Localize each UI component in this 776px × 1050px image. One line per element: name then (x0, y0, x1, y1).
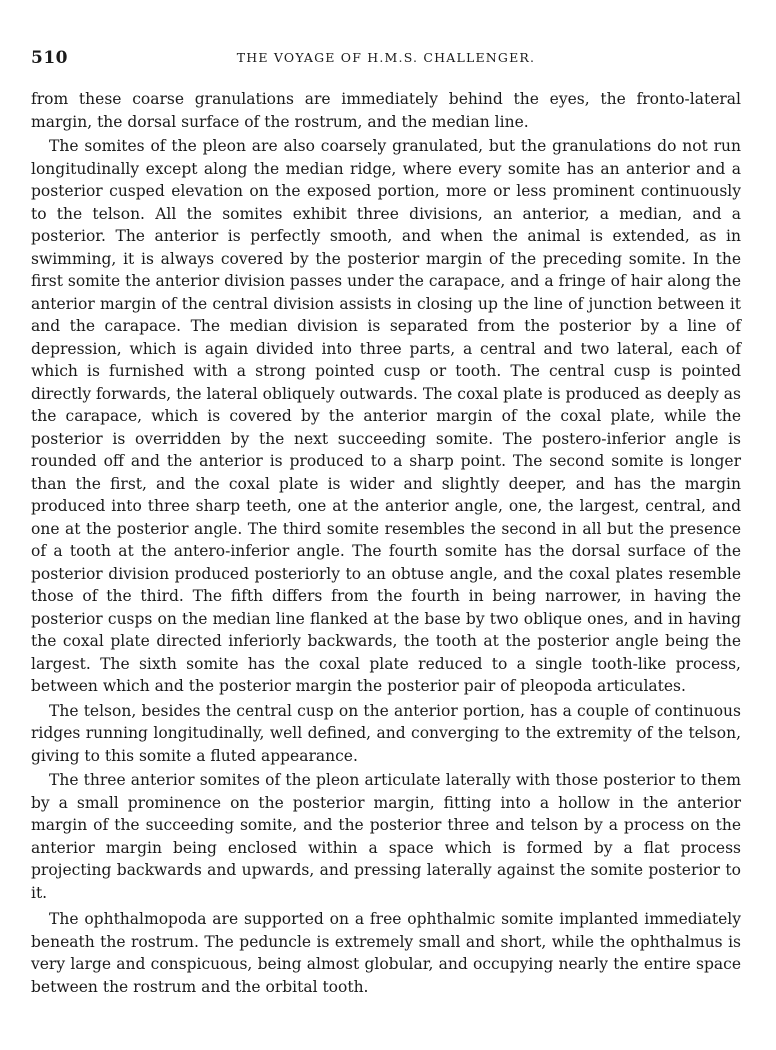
paragraph-telson: The telson, besides the central cusp on the anterior portion, has a couple of continuous ridges running longitudinally, well defined, and converging to the extremity of the telson, giving to this somite a fluted appearance. (31, 701, 741, 765)
page-number: 510 (31, 48, 68, 68)
paragraph-ophthalmopoda: The ophthalmopoda are supported on a free ophthalmic somite implanted immediately beneath the rostrum. The peduncle is extremely small and short, while the ophthalmus is very large and conspicuous, being almost globular, and occupying nearly the entire space between the rostrum and the orbital tooth. (31, 910, 741, 996)
running-head: THE VOYAGE OF H.M.S. CHALLENGER. (236, 50, 536, 65)
paragraph-articulation: The three anterior somites of the pleon articulate laterally with those posterior to them by a small prominence on the posterior margin, fitting into a hollow in the anterior margin of the succeeding somite, and the posterior three and telson by a process on the anterior margin being enclosed within a space which is formed by a flat process projecting backwards and upwards, and pressing laterally against the somite posterior to it. (31, 771, 741, 902)
page-header (31, 48, 741, 72)
paragraph-continuation: from these coarse granulations are immediately behind the eyes, the fronto-lateral margin, the dorsal surface of the rostrum, and the median line. (31, 90, 741, 131)
paragraph-pleon-somites: The somites of the pleon are also coarsely granulated, but the granulations do not run longitudinally except along the median ridge, where every somite has an anterior and a posterior cusped elevation on the exposed portion, more or less prominent continuously to the telson. All the somites exhibit three divisions, an anterior, a median, and a posterior. The anterior is perfectly smooth, and when the animal is extended, as in swimming, it is always covered by the posterior margin of the preceding somite. In the first somite the anterior division passes under the carapace, and a fringe of hair along the anterior margin of the central division assists in closing up the line of junction between it and the carapace. The median division is separated from the posterior by a line of depression, which is again divided into three parts, a central and two lateral, each of which is furnished with a strong pointed cusp or tooth. The central cusp is pointed directly forwards, the lateral obliquely outwards. The coxal plate is produced as deeply as the carapace, which is covered by the anterior margin of the coxal plate, while the posterior is overridden by the next succeeding somite. The postero-inferior angle is rounded off and the anterior is produced to a sharp point. The second somite is longer than the first, and the coxal plate is wider and slightly deeper, and has the margin produced into three sharp teeth, one at the anterior angle, one, the largest, central, and one at the posterior angle. The third somite resembles the second in all but the presence of a tooth at the antero-inferior angle. The fourth somite has the dorsal surface of the posterior division produced posteriorly to an obtuse angle, and the coxal plates resemble those of the third. The fifth differs from the fourth in being narrower, in having the posterior cusps on the median line flanked at the base by two oblique ones, and in having the coxal plate directed inferiorly backwards, the tooth at the posterior angle being the largest. The sixth somite has the coxal plate reduced to a single tooth-like process, between which and the posterior margin the posterior pair of pleopoda articulates. (31, 137, 741, 695)
body-text (31, 88, 741, 998)
